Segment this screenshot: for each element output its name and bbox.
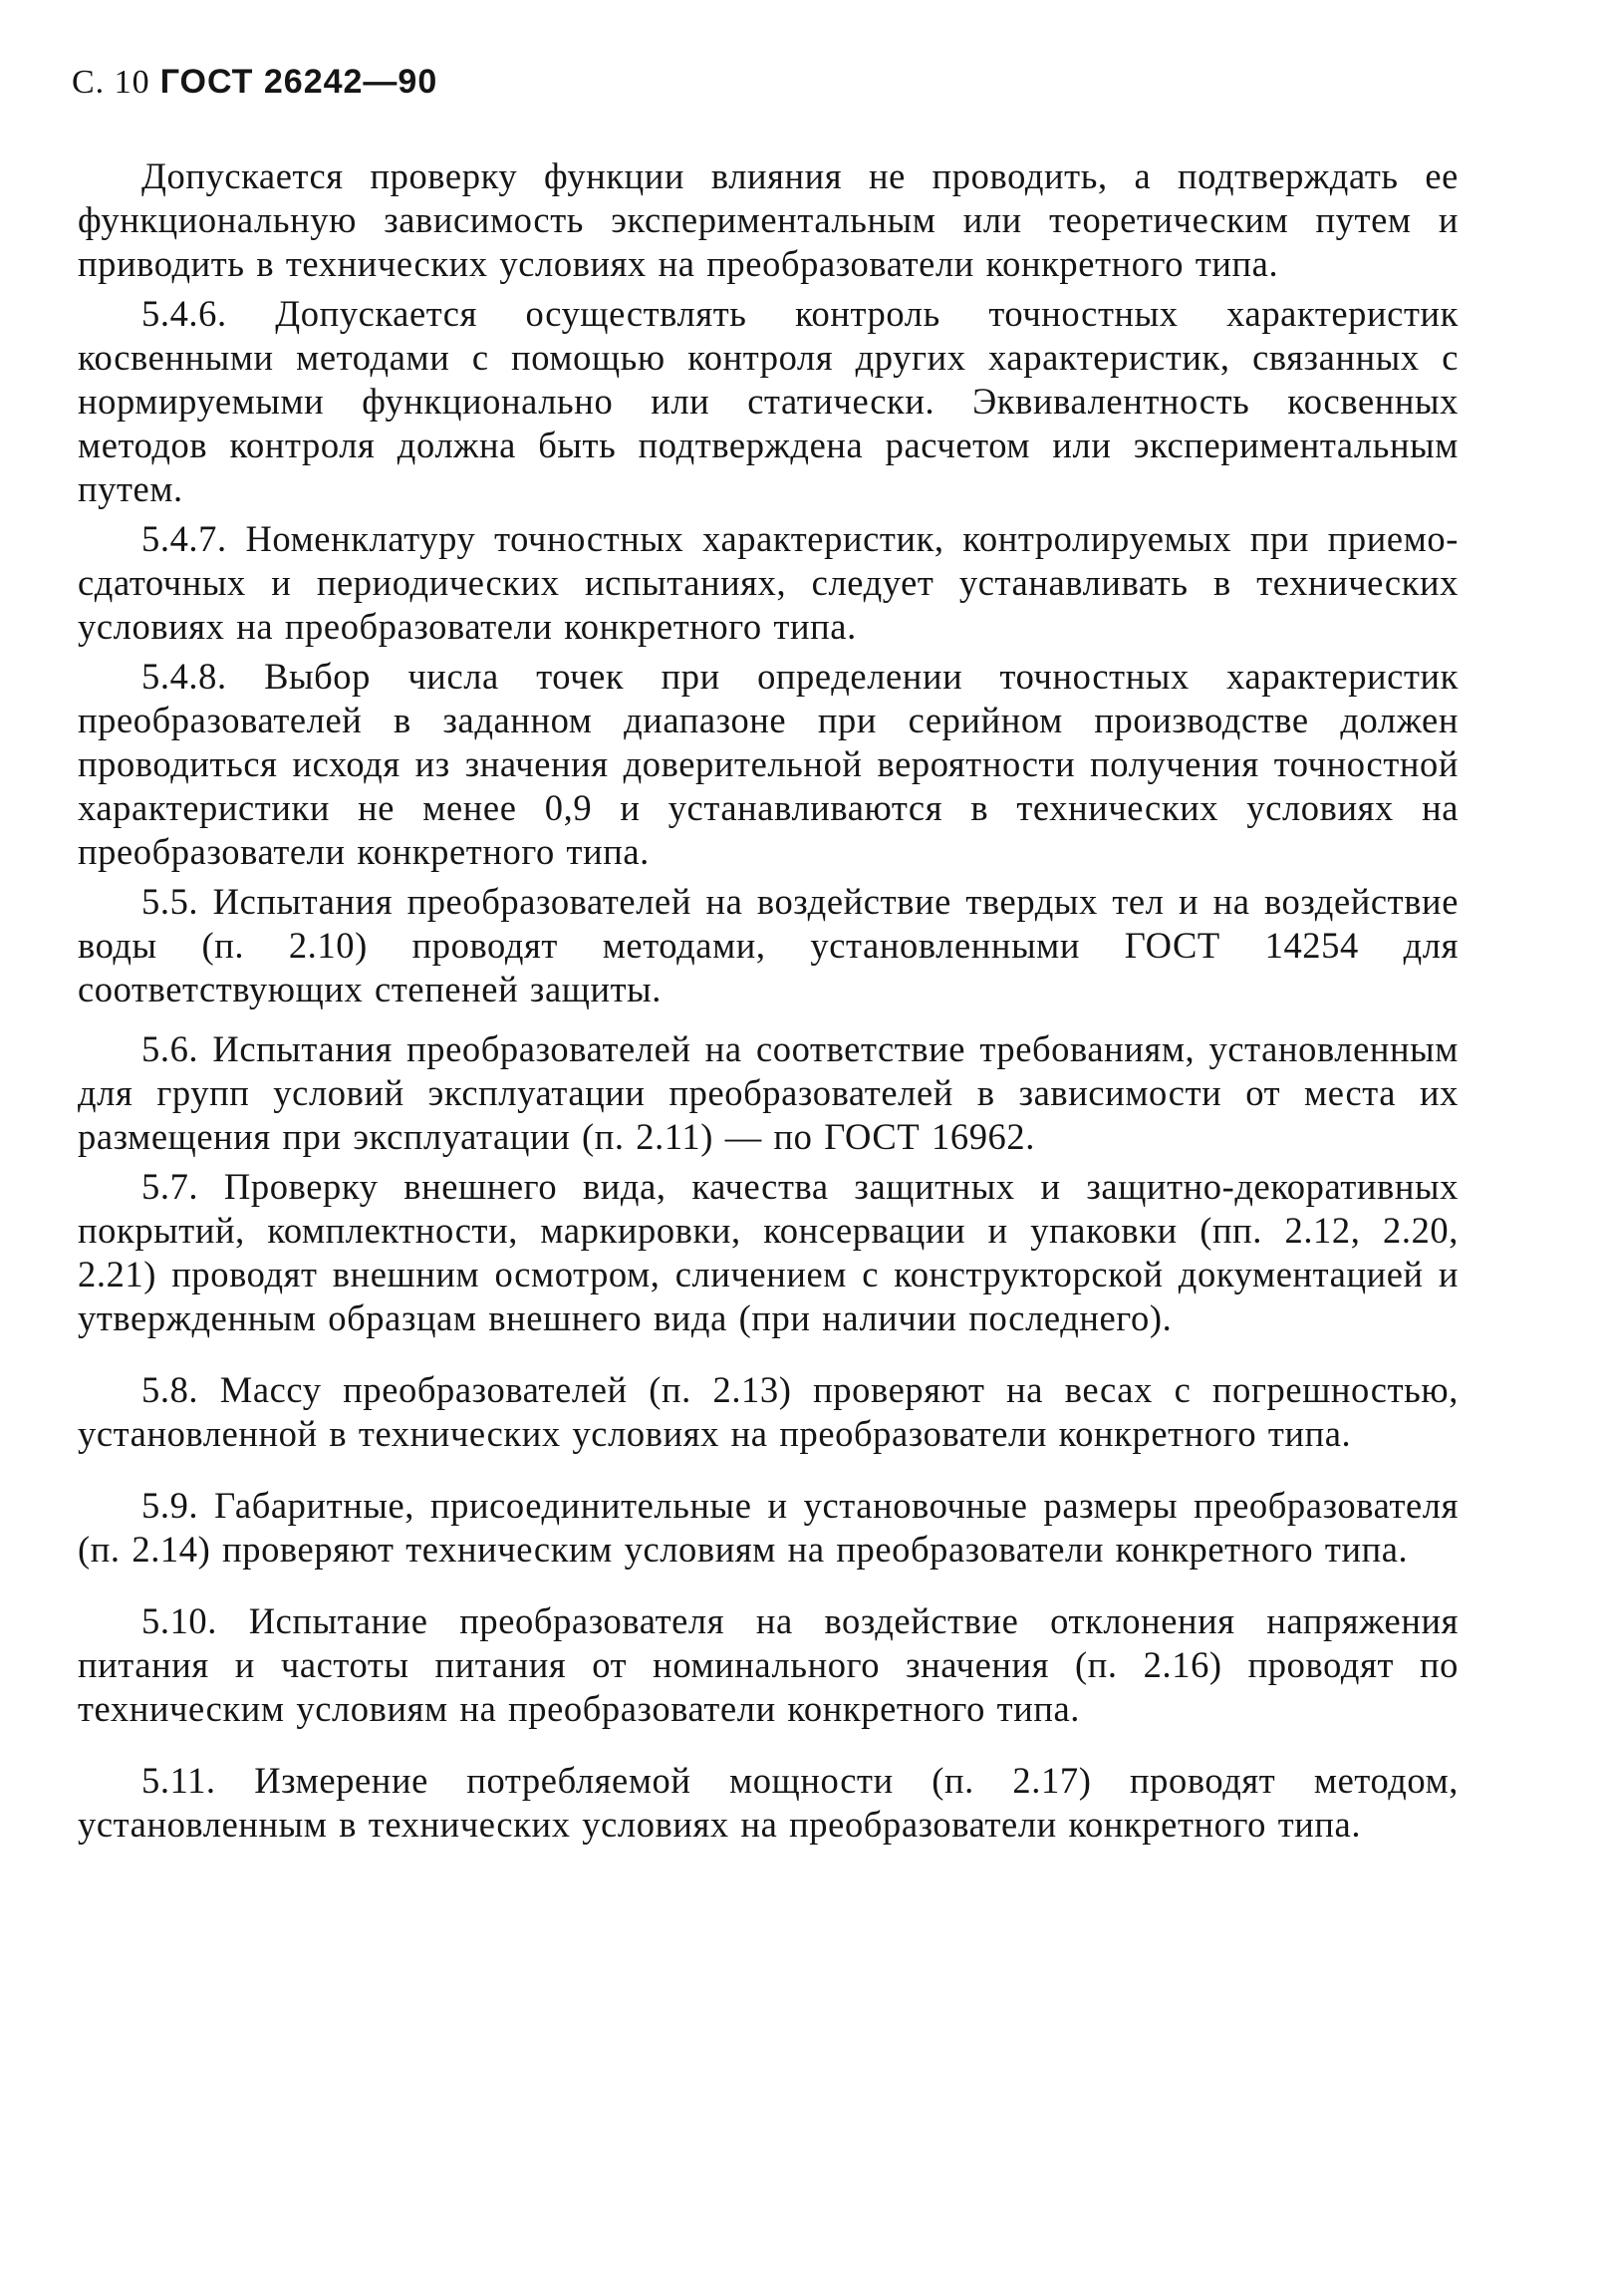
paragraph-5-8: 5.8. Массу преобразователей (п. 2.13) проверяют на весах с погрешностью, установленной в технических условиях на преобразователи конкретного типа. [78,1369,1459,1454]
paragraph-5-9: 5.9. Габаритные, присоединительные и установочные размеры преобразователя (п. 2.14) проверяют техническим условиям на преобразователи конкретного типа. [78,1485,1459,1570]
paragraph-5-5: 5.5. Испытания преобразователей на воздействие твердых тел и на воздействие воды (п. 2.10) проводят методами, установленными ГОСТ 14254 для соответствующих степеней защиты. [78,881,1459,1009]
paragraph-5-4-6: 5.4.6. Допускается осуществлять контроль точностных характеристик косвенными методами с помощью контроля других характеристик, связанных с нормируемыми функционально или статически. Эквивалентность косвенных методов контроля должна быть подтверждена расчетом или экспериментальным путем. [78,293,1459,509]
body-text [78,154,1459,1847]
running-header [72,62,437,103]
paragraph-5-4-8: 5.4.8. Выбор числа точек при определении точностных характеристик преобразователей в заданном диапазоне при серийном производстве должен проводиться исходя из значения доверительной вероятности получения точностной характеристики не менее 0,9 и устанавливаются в технических условиях на преобразователи конкретного типа. [78,656,1459,872]
paragraph-5-6: 5.6. Испытания преобразователей на соответствие требованиям, установленным для групп условий эксплуатации преобразователей в зависимости от места их размещения при эксплуатации (п. 2.11) — по ГОСТ 16962. [78,1028,1459,1157]
paragraph-5-11: 5.11. Измерение потребляемой мощности (п. 2.17) проводят методом, установленным в технических условиях на преобразователи конкретного типа. [78,1760,1459,1845]
page-number: С. 10 [72,64,150,101]
paragraph-5-10: 5.10. Испытание преобразователя на воздействие отклонения напряжения питания и частоты питания от номинального значения (п. 2.16) проводят по техническим условиям на преобразователи конкретного типа. [78,1600,1459,1729]
standard-code: ГОСТ 26242—90 [159,63,438,101]
paragraph-influence-function: Допускается проверку функции влияния не проводить, а подтверждать ее функциональную зависимость экспериментальным или теоретическим путем и приводить в технических условиях на преобразователи конкретного типа. [78,155,1459,284]
paragraph-5-7: 5.7. Проверку внешнего вида, качества защитных и защитно-декоративных покрытий, комплектности, маркировки, консервации и упаковки (пп. 2.12, 2.20, 2.21) проводят внешним осмотром, сличением с конструкторской документацией и утвержденным образцам внешнего вида (при наличии последнего). [78,1166,1459,1338]
paragraph-5-4-7: 5.4.7. Номенклатуру точностных характеристик, контролируемых при приемо-сдаточных и периодических испытаниях, следует устанавливать в технических условиях на преобразователи конкретного типа. [78,518,1459,647]
